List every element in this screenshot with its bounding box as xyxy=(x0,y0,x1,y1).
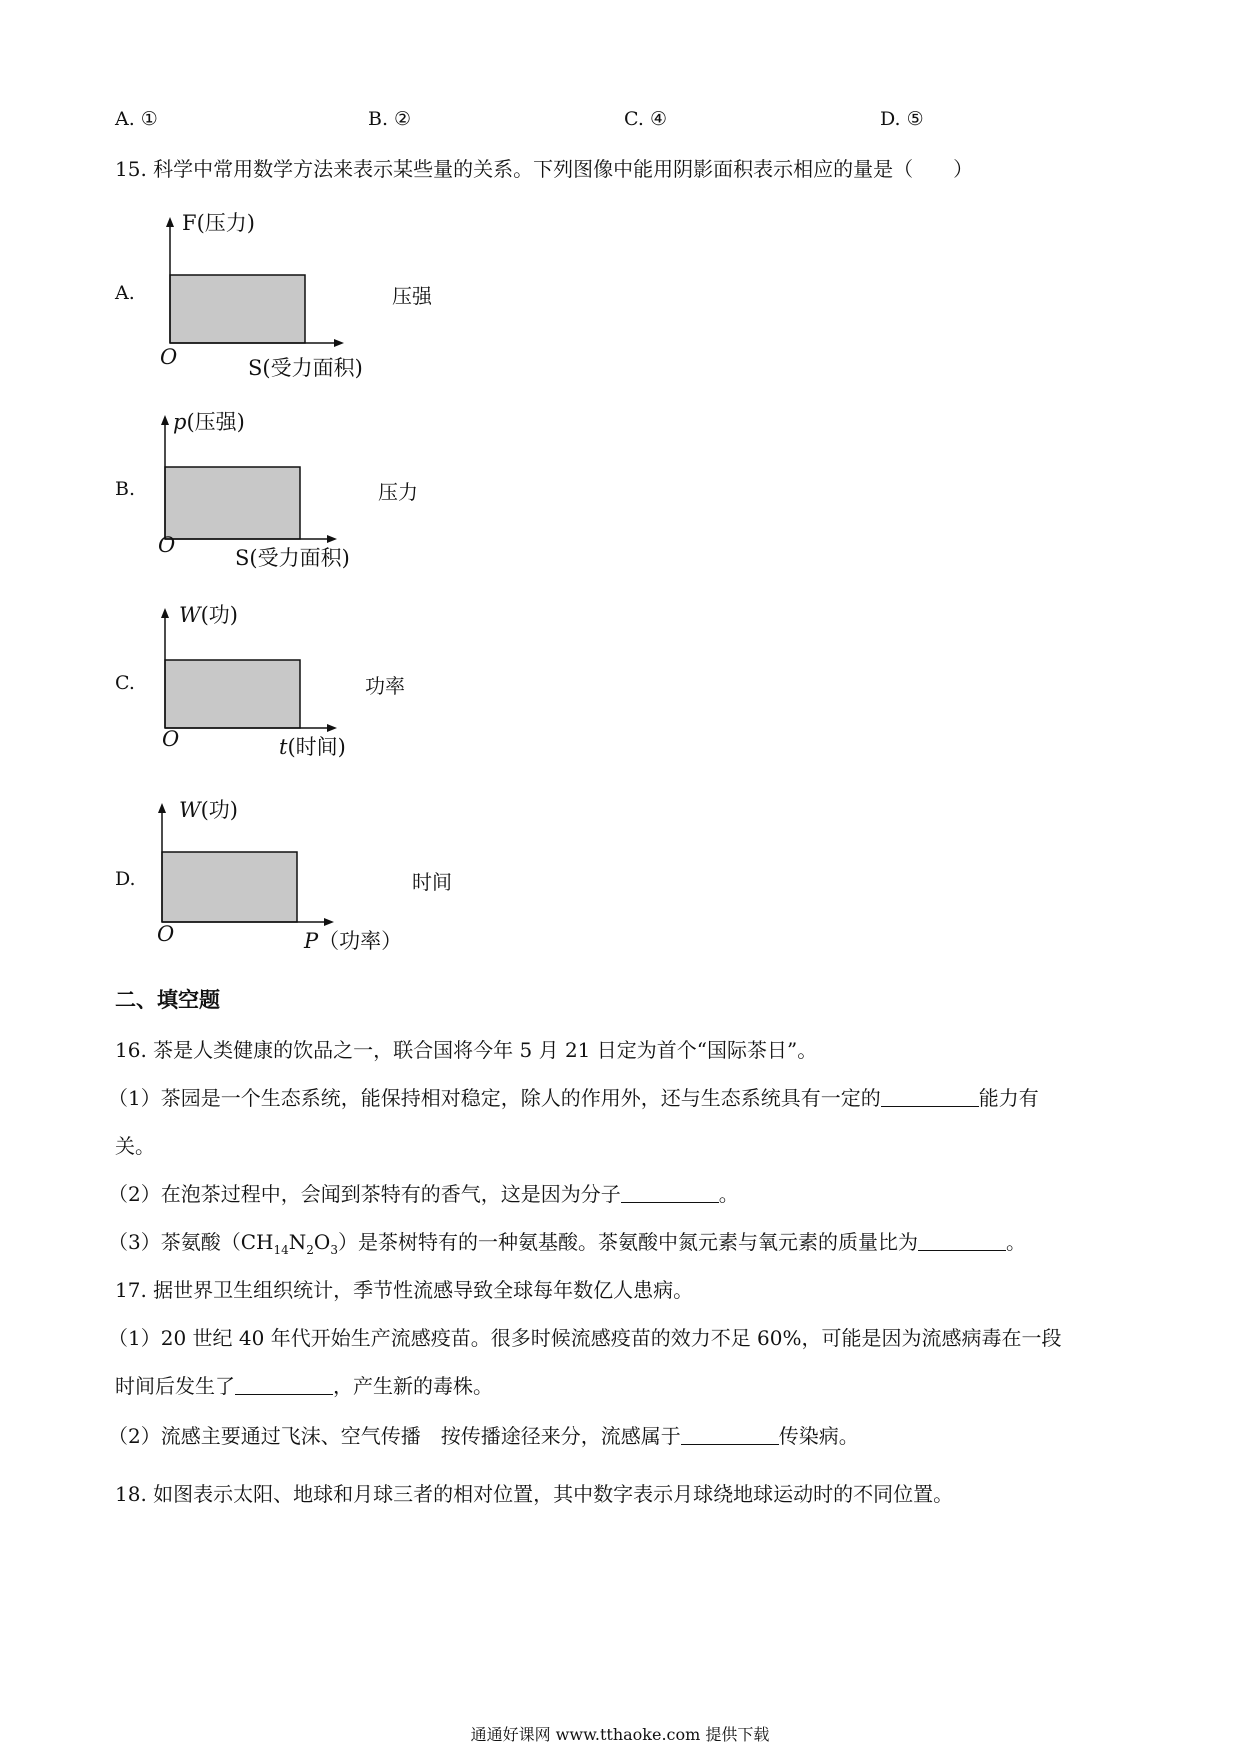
q17-stem: 17. 据世界卫生组织统计，季节性流感导致全球每年数亿人患病。 xyxy=(115,1278,694,1302)
y-axis-label: F(压力) xyxy=(182,211,255,235)
q15-stem: 15. 科学中常用数学方法来表示某些量的关系。下列图像中能用阴影面积表示相应的量是（ ） xyxy=(115,157,974,181)
q15-option-c-graph xyxy=(155,605,395,775)
q17-part2: （2）流感主要通过飞沫、空气传播 按传播途径来分，流感属于 传染病。 xyxy=(108,1424,859,1448)
q15-option-b-letter: B. xyxy=(115,478,136,500)
q15-option-b-graph xyxy=(155,410,395,580)
origin-label: O xyxy=(162,727,180,751)
section-heading: 二、填空题 xyxy=(115,987,220,1012)
x-axis-arrow xyxy=(334,339,344,347)
y-axis-arrow xyxy=(161,608,169,618)
page-footer: 通通好课网 www.tthaoke.com 提供下载 xyxy=(470,1725,770,1744)
answer-blank[interactable] xyxy=(918,1230,1006,1251)
x-axis-label: P（功率） xyxy=(304,929,403,953)
origin-label: O xyxy=(158,533,176,557)
y-axis-label: p(压强) xyxy=(173,410,245,434)
shaded-area xyxy=(165,467,300,539)
chemical-formula: $CH_{14}N_2O_3$ xyxy=(240,1230,338,1257)
x-axis-label: S(受力面积) xyxy=(248,356,363,380)
origin-label: O xyxy=(157,922,175,946)
x-axis-label: S(受力面积) xyxy=(235,546,350,570)
q15-option-d-quantity: 时间 xyxy=(412,870,452,894)
q14-option-b: B. ② xyxy=(368,108,412,130)
origin-label: O xyxy=(160,345,178,369)
q15-option-a-quantity: 压强 xyxy=(392,284,432,308)
shaded-area xyxy=(165,660,300,728)
y-axis-arrow xyxy=(166,217,174,227)
answer-blank[interactable] xyxy=(881,1086,979,1107)
q16-part1-cont: 关。 xyxy=(115,1134,155,1158)
q15-option-d-graph xyxy=(152,800,412,970)
q16-part1: （1）茶园是一个生态系统，能保持相对稳定，除人的作用外，还与生态系统具有一定的 能力有 xyxy=(108,1086,1039,1110)
y-axis-arrow xyxy=(158,803,166,813)
q14-option-d: D. ⑤ xyxy=(880,108,924,130)
q15-option-c-svg xyxy=(155,605,395,775)
q15-option-a-graph xyxy=(160,211,400,385)
shaded-area xyxy=(162,852,297,922)
y-axis-label: W(功) xyxy=(179,603,238,627)
q17-part1: （1）20 世纪 40 年代开始生产流感疫苗。很多时候流感疫苗的效力不足 60%，可能是因为流感病毒在一段 xyxy=(108,1326,1062,1350)
q14-option-c: C. ④ xyxy=(624,108,667,130)
q14-option-a: A. ① xyxy=(115,108,158,130)
y-axis-arrow xyxy=(161,415,169,425)
q17-part1-cont: 时间后发生了 ，产生新的毒株。 xyxy=(115,1374,493,1398)
q18-stem: 18. 如图表示太阳、地球和月球三者的相对位置，其中数字表示月球绕地球运动时的不同位置。 xyxy=(115,1482,954,1506)
shaded-area xyxy=(170,275,305,343)
q16-part2: （2）在泡茶过程中，会闻到茶特有的香气，这是因为分子 。 xyxy=(108,1182,739,1206)
answer-blank[interactable] xyxy=(235,1374,333,1395)
q15-option-a-letter: A. xyxy=(115,282,135,304)
answer-blank[interactable] xyxy=(621,1182,719,1203)
q16-part3: （3）茶氨酸$(CH_{14}N_2O_3)$是茶树特有的一种氨基酸。茶氨酸中氮元素与氧元素的质量比为 。 xyxy=(108,1230,1026,1257)
q15-option-c-quantity: 功率 xyxy=(365,674,405,698)
q15-option-c-letter: C. xyxy=(115,672,135,694)
q15-option-b-quantity: 压力 xyxy=(378,480,418,504)
q15-option-d-letter: D. xyxy=(115,868,136,890)
answer-blank[interactable] xyxy=(681,1424,779,1445)
q16-stem: 16. 茶是人类健康的饮品之一，联合国将今年 5 月 21 日定为首个“国际茶日”。 xyxy=(115,1038,818,1062)
y-axis-label: W(功) xyxy=(179,798,238,822)
x-axis-label: t(时间) xyxy=(279,735,346,759)
